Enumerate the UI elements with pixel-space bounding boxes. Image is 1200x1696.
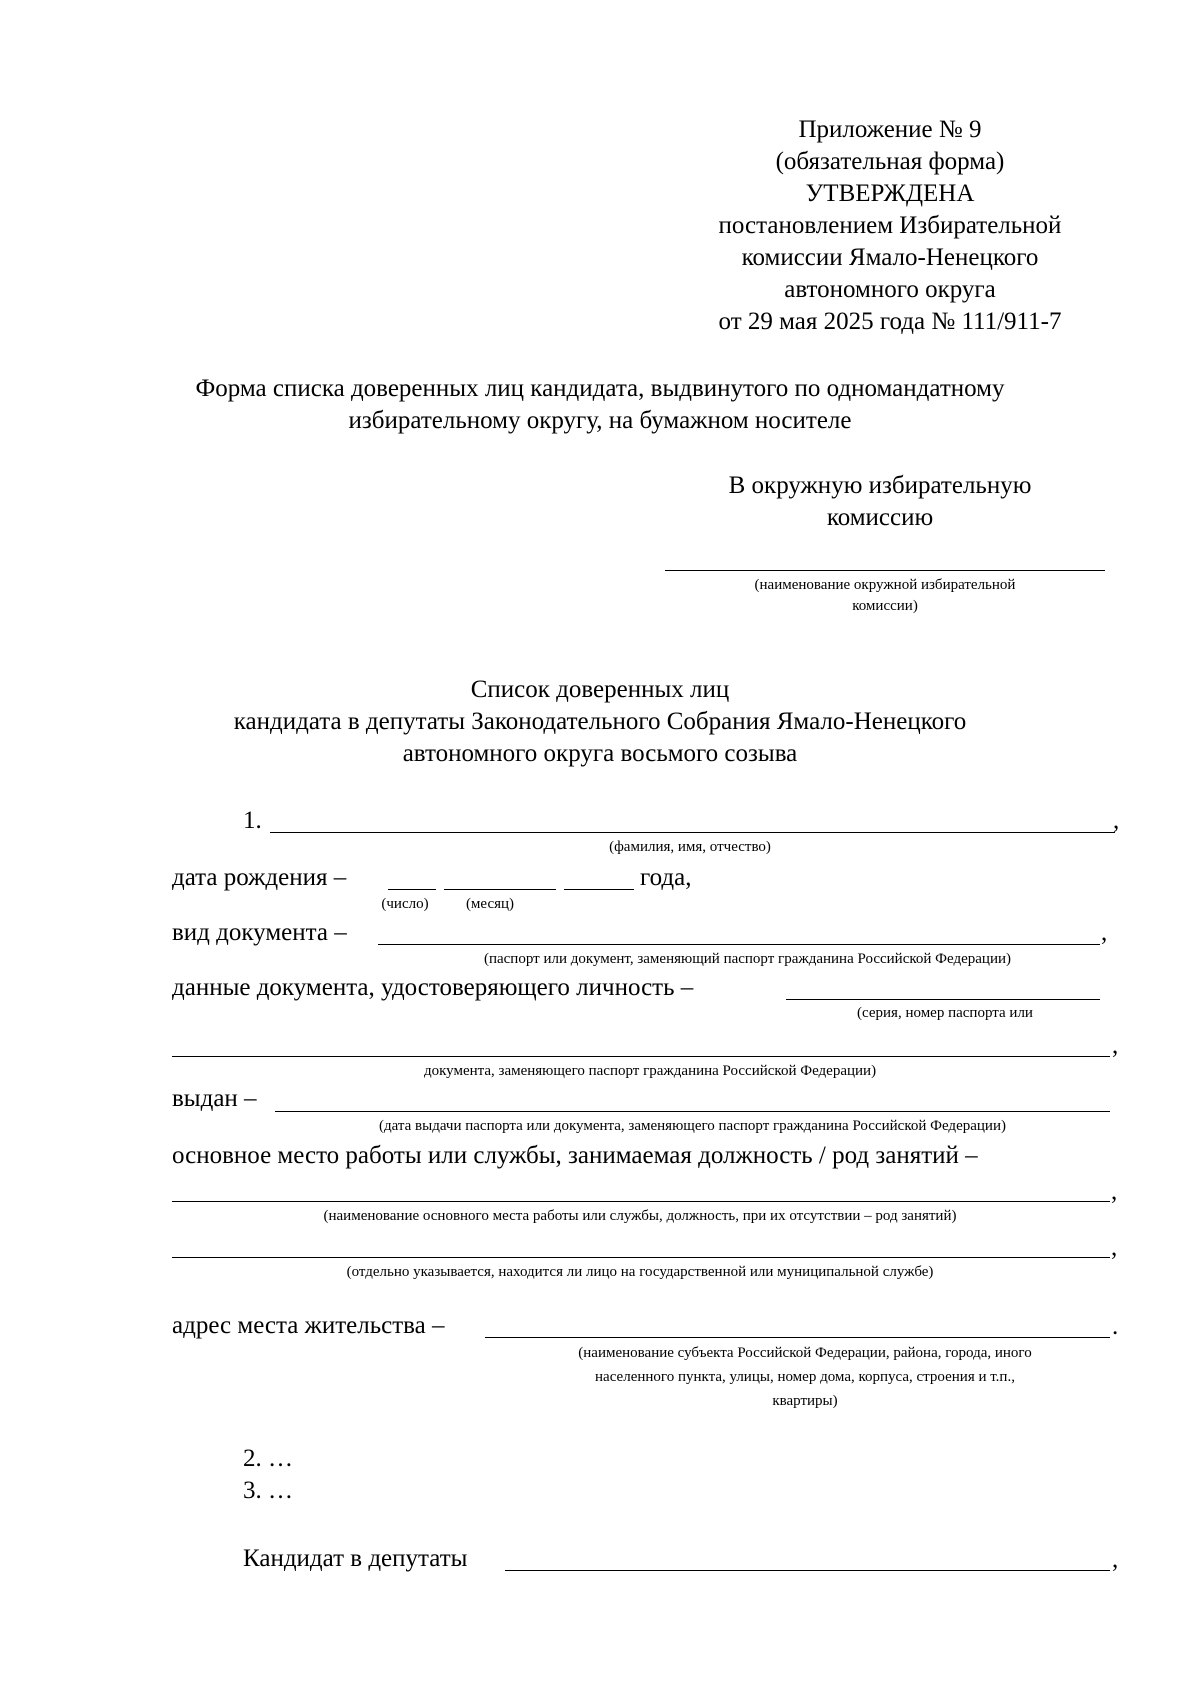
doc-data-hint-1: (серия, номер паспорта или [857,1005,1033,1021]
birth-year-field[interactable] [564,863,634,889]
addressee-line-2: комиссию [826,504,934,531]
list-title-line-3: автономного округа восьмого созыва [402,740,798,767]
doc-data-underline-2 [172,1056,1110,1057]
doc-type-label: вид документа – [172,919,347,946]
work-label: основное место работы или службы, занимаемая должность / род занятий – [172,1142,978,1169]
entry-number-2: 2. … [243,1445,293,1472]
entry-number-1: 1. [243,807,262,834]
candidate-label: Кандидат в депутаты [243,1545,468,1572]
service-hint: (отдельно указывается, находится ли лицо на государственной или муниципальной службе) [346,1264,934,1280]
commission-name-hint-2: комиссии) [852,598,918,614]
issued-underline [275,1111,1110,1112]
birth-date-label: дата рождения – [172,864,347,891]
doc-data-label: данные документа, удостоверяющего личность – [172,974,694,1001]
birth-month-hint: (месяц) [465,896,515,912]
form-title-line-2: избирательному округу, на бумажном носителе [348,407,852,434]
commission-name-field[interactable] [665,543,1105,569]
decree-line-4: от 29 мая 2025 года № 111/911-7 [718,308,1062,335]
birth-month-field[interactable] [444,863,556,889]
work-underline [172,1201,1110,1202]
service-comma: , [1111,1234,1118,1261]
address-hint-3: квартиры) [772,1393,838,1409]
birth-month-underline [444,889,556,890]
service-field[interactable] [172,1231,1110,1257]
decree-line-3: автономного округа [784,276,996,303]
commission-name-hint-1: (наименование окружной избирательной [754,577,1016,593]
candidate-field[interactable] [505,1544,1110,1570]
doc-data-hint-2: документа, заменяющего паспорт гражданина Российской Федерации) [423,1063,877,1079]
form-title-line-1: Форма списка доверенных лиц кандидата, выдвинутого по одномандатному [195,375,1005,402]
fio-underline [270,832,1115,833]
work-field[interactable] [172,1175,1110,1201]
doc-data-underline-1 [786,999,1100,1000]
doc-data-field-2[interactable] [172,1030,1110,1056]
candidate-comma: , [1112,1546,1119,1573]
decree-line-1: постановлением Избирательной [718,212,1062,239]
birth-day-underline [388,889,436,890]
address-period: . [1112,1313,1119,1340]
issued-field[interactable] [275,1085,1110,1111]
commission-name-underline [665,570,1105,571]
doc-type-comma: , [1101,919,1108,946]
doc-type-hint: (паспорт или документ, заменяющий паспорт гражданина Российской Федерации) [483,951,1012,967]
approved-stamp-text: УТВЕРЖДЕНА [805,180,975,207]
address-hint-1: (наименование субъекта Российской Федерации, района, города, иного [578,1345,1032,1361]
entry-number-3: 3. … [243,1477,293,1504]
birth-day-field[interactable] [388,863,436,889]
address-field[interactable] [485,1311,1110,1337]
doc-type-field[interactable] [378,918,1100,944]
address-underline [485,1337,1110,1338]
issued-label: выдан – [172,1085,257,1112]
list-title-line-1: Список доверенных лиц [470,676,730,703]
doc-data-comma: , [1112,1032,1119,1059]
work-comma: , [1111,1178,1118,1205]
birth-year-underline [564,889,634,890]
doc-type-underline [378,944,1100,945]
issued-hint: (дата выдачи паспорта или документа, заменяющего паспорт гражданина Российской Федерации) [379,1118,1006,1134]
address-hint-2: населенного пункта, улицы, номер дома, корпуса, строения и т.п., [595,1369,1015,1385]
fio-hint: (фамилия, имя, отчество) [609,839,771,855]
decree-line-2: комиссии Ямало-Ненецкого [741,244,1039,271]
birth-date-suffix: года, [640,864,692,891]
list-title-line-2: кандидата в депутаты Законодательного Собрания Ямало-Ненецкого [233,708,967,735]
appendix-number: Приложение № 9 [798,116,982,143]
service-underline [172,1257,1110,1258]
birth-day-hint: (число) [381,896,429,912]
doc-data-field-1[interactable] [786,973,1100,999]
candidate-underline [505,1570,1110,1571]
fio-comma: , [1113,807,1120,834]
work-hint: (наименование основного места работы или службы, должность, при их отсутствии – род занятий) [323,1208,957,1224]
address-label: адрес места жительства – [172,1312,445,1339]
fio-field[interactable] [270,806,1115,832]
form-type-note: (обязательная форма) [775,148,1005,175]
addressee-line-1: В окружную избирательную [728,472,1032,499]
